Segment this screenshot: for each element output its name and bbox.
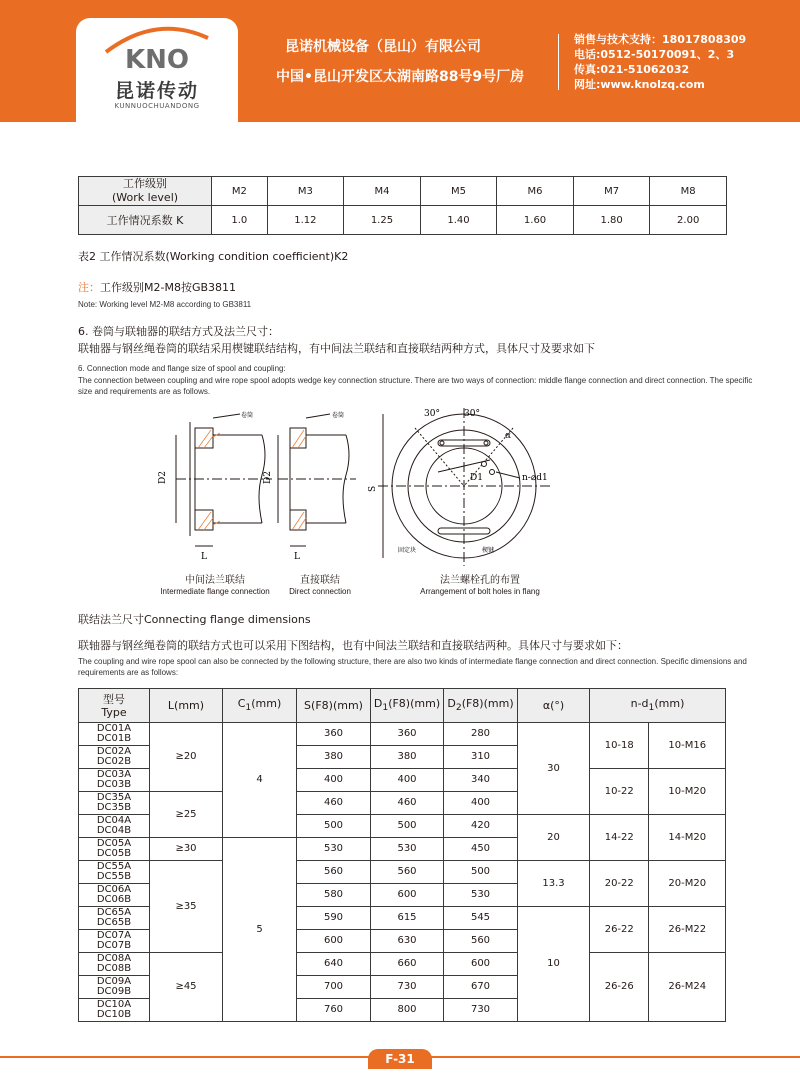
type-b: DC07B [96,940,132,951]
s-label: S [368,485,378,492]
coefficient-cell: 1.0 [212,206,268,235]
type-a: DC07A [96,930,132,941]
type-a: DC35A [96,792,132,803]
l-cell: ≥30 [150,838,223,861]
l-cell: ≥45 [150,953,223,1022]
section6-en-title: 6. Connection mode and flange size of spool and coupling: [78,364,286,373]
d1-cell: 630 [371,930,444,953]
s-cell: 400 [297,769,371,792]
caption-direct-en: Direct connection [289,587,351,596]
d1-cell: 380 [371,746,444,769]
d2-symbol: D [447,697,456,711]
alpha-label: α [505,431,512,441]
work-level-label: 工作级别 [123,177,167,190]
d1-cell: 600 [371,884,444,907]
type-a: DC08A [96,953,132,964]
type-header-en: Type [101,705,127,719]
d-cell: 26-M24 [649,953,726,1022]
l-header: L(mm) [150,689,223,723]
n-cell: 14-22 [590,815,649,861]
d2-cell: 500 [444,861,518,884]
d2-cell: 400 [444,792,518,815]
wedge-key-label: 楔键 [482,547,495,554]
fixed-block-label: 固定块 [398,547,417,554]
type-header-cn: 型号 [103,692,125,706]
type-b: DC35B [96,802,132,813]
d1-header [371,689,444,723]
d2-cell: 600 [444,953,518,976]
work-level-table [78,176,727,235]
table-row [79,861,726,884]
d2-cell: 450 [444,838,518,861]
n-cell: 20-22 [590,861,649,907]
level-cell: M3 [267,177,344,206]
contact-fax: 传真:021-51062032 [574,63,690,76]
d1-label: D1 [470,473,483,483]
type-cell [79,838,150,861]
d1-cell: 360 [371,723,444,746]
type-cell [79,930,150,953]
d2-label: D2 [263,471,273,484]
flange-dimension-table [78,688,726,1022]
coefficient-cell: 2.00 [650,206,727,235]
l-label: L [201,552,207,562]
caption-bolt: 法兰螺栓孔的布置 [440,575,520,586]
coefficient-cell: 1.40 [420,206,497,235]
bolt-hole-label: n-⌀d1 [522,473,548,483]
c1-subscript: 1 [245,702,252,714]
flange-body-en: The coupling and wire rope spool can also be connected by the following structure, there are also two kinds of intermediate flange connection and direct connection. Specific dimensions and [78,657,747,666]
c1-cell: 5 [223,838,297,1022]
type-a: DC09A [96,976,132,987]
s-cell: 600 [297,930,371,953]
d1-cell: 460 [371,792,444,815]
type-b: DC10B [96,1009,132,1020]
section6-body: 联轴器与钢丝绳卷筒的联结采用楔键联结结构，有中间法兰联结和直接联结两种方式，具体尺寸及要求如下 [78,342,595,355]
svg-text:KNO: KNO [124,45,190,75]
type-cell [79,953,150,976]
s-cell: 580 [297,884,371,907]
note-en: Note: Working level M2-M8 according to GB3811 [78,300,252,309]
coefficient-cell: 1.60 [497,206,574,235]
s-header: S(F8)(mm) [297,689,371,723]
d2-subscript: 2 [455,702,462,714]
d-cell: 10-M20 [649,769,726,815]
company-address: 中国•昆山开发区太湖南路88号9号厂房 [276,69,525,85]
level-cell: M2 [212,177,268,206]
alpha-cell: 20 [518,815,590,861]
type-a: DC04A [96,815,132,826]
type-cell [79,907,150,930]
d1-subscript: 1 [382,702,389,714]
work-level-header [79,177,212,206]
direct-connection-drawing [278,414,356,546]
note [78,279,236,295]
d1-cell: 660 [371,953,444,976]
d2-unit: (F8)(mm) [461,697,514,711]
level-cell: M4 [344,177,421,206]
s-cell: 360 [297,723,371,746]
d1-cell: 730 [371,976,444,999]
nd-symbol: n-d [630,697,649,711]
section6-en-body: size and requirements are as follows. [78,387,211,396]
d2-cell: 420 [444,815,518,838]
bolt-arrangement-drawing [378,408,550,566]
alpha-cell: 30 [518,723,590,815]
s-cell: 560 [297,861,371,884]
logo-mark [76,18,238,78]
section6-en-body: The connection between coupling and wire rope spool adopts wedge key connection structure. There are two ways of connection: middle flange connection and direct connection. The specific [78,376,753,385]
coefficient-cell: 1.12 [267,206,344,235]
company-name: 昆诺机械设备（昆山）有限公司 [285,39,481,55]
contact-sales: 销售与技术支持：18017808309 [574,33,747,46]
d2-cell: 670 [444,976,518,999]
d2-cell: 280 [444,723,518,746]
d2-cell: 560 [444,930,518,953]
level-cell: M5 [420,177,497,206]
type-cell [79,769,150,792]
c1-cell: 4 [223,723,297,838]
type-cell [79,723,150,746]
d-cell: 20-M20 [649,861,726,907]
caption-bolt-en: Arrangement of bolt holes in flang [420,587,540,596]
flange-body: 联轴器与钢丝绳卷筒的联结方式也可以采用下图结构，也有中间法兰联结和直接联结两种。具体尺寸与要求如下： [78,639,628,652]
s-cell: 530 [297,838,371,861]
type-a: DC03A [96,769,132,780]
n-cell: 26-22 [590,907,649,953]
l-cell: ≥20 [150,723,223,792]
contact-web: 网址:www.knolzq.com [574,78,705,91]
d1-cell: 800 [371,999,444,1022]
caption-intermediate: 中间法兰联结 [185,575,245,586]
d1-cell: 400 [371,769,444,792]
d1-symbol: D [373,697,383,711]
coefficient-header: 工作情况系数 K [79,206,212,235]
type-b: DC01B [96,733,132,744]
n-cell: 26-26 [590,953,649,1022]
type-a: DC65A [96,907,132,918]
c1-unit: (mm) [251,697,282,711]
d-cell: 10-M16 [649,723,726,769]
s-cell: 700 [297,976,371,999]
table-row [79,953,726,976]
d1-cell: 560 [371,861,444,884]
level-cell: M6 [497,177,574,206]
angle-label: 30° [464,409,480,419]
n-cell: 10-18 [590,723,649,769]
logo-pinyin: KUNNUOCHUANDONG [114,102,200,110]
connection-diagrams [0,400,800,580]
type-header [79,689,150,723]
type-b: DC55B [96,871,132,882]
d2-header [444,689,518,723]
alpha-header: α(°) [518,689,590,723]
type-b: DC09B [96,986,132,997]
type-b: DC05B [96,848,132,859]
type-cell [79,746,150,769]
l-cell: ≥35 [150,861,223,953]
section6-title: 6. 卷筒与联轴器的联结方式及法兰尺寸： [78,325,279,338]
l-label: L [294,552,300,562]
nd-unit: (mm) [654,697,685,711]
s-cell: 760 [297,999,371,1022]
d1-cell: 530 [371,838,444,861]
header-divider [558,34,559,90]
alpha-cell: 10 [518,907,590,1022]
table-row [79,206,727,235]
d2-cell: 730 [444,999,518,1022]
d2-cell: 545 [444,907,518,930]
table-row [79,723,726,746]
d-cell: 26-M22 [649,907,726,953]
s-cell: 590 [297,907,371,930]
type-cell [79,861,150,884]
type-a: DC10A [96,999,132,1010]
contact-phone: 电话:0512-50170091、2、3 [574,48,735,61]
caption-intermediate-en: Intermediate flange connection [160,587,270,596]
s-cell: 380 [297,746,371,769]
header-band [0,0,800,122]
type-a: DC01A [96,723,132,734]
flange-heading: 联结法兰尺寸Connecting flange dimensions [78,613,311,626]
d2-cell: 340 [444,769,518,792]
c1-header [223,689,297,723]
table-body [79,723,726,1022]
type-a: DC06A [96,884,132,895]
table-row [79,177,727,206]
page-number: F-31 [368,1049,432,1069]
d-cell: 14-M20 [649,815,726,861]
d2-cell: 530 [444,884,518,907]
type-cell [79,815,150,838]
n-cell: 10-22 [590,769,649,815]
type-a: DC05A [96,838,132,849]
d1-cell: 500 [371,815,444,838]
flange-body-en: requirements are as follows: [78,668,179,677]
type-cell [79,976,150,999]
type-b: DC04B [96,825,132,836]
d1-unit: (F8)(mm) [388,697,441,711]
nd-header [590,689,726,723]
level-cell: M8 [650,177,727,206]
type-b: DC06B [96,894,132,905]
type-b: DC03B [96,779,132,790]
nd-subscript: 1 [648,702,655,714]
l-cell: ≥25 [150,792,223,838]
alpha-cell: 13.3 [518,861,590,907]
type-b: DC08B [96,963,132,974]
type-cell [79,792,150,815]
type-b: DC02B [96,756,132,767]
type-cell [79,884,150,907]
type-b: DC65B [96,917,132,928]
logo-name: 昆诺传动 [114,80,199,102]
logo [76,18,238,122]
level-cell: M7 [573,177,650,206]
s-cell: 500 [297,815,371,838]
type-a: DC55A [96,861,132,872]
note-text: 工作级别M2-M8按GB3811 [100,281,237,294]
s-cell: 460 [297,792,371,815]
coefficient-cell: 1.25 [344,206,421,235]
angle-label: 30° [424,409,440,419]
direct-hatch [292,430,306,530]
type-cell [79,999,150,1022]
d2-cell: 310 [444,746,518,769]
caption-direct: 直接联结 [300,575,340,586]
c1-symbol: C [237,697,246,711]
table-header-row [79,689,726,723]
d2-label: D2 [158,471,168,484]
spool-label: 卷筒 [332,412,345,419]
note-prefix: 注： [78,281,100,294]
d1-cell: 615 [371,907,444,930]
coefficient-cell: 1.80 [573,206,650,235]
type-a: DC02A [96,746,132,757]
table1-caption: 表2 工作情况系数(Working condition coefficient)K2 [78,250,349,263]
work-level-label-en: (Work level) [111,191,179,204]
s-cell: 640 [297,953,371,976]
intermediate-flange-drawing [176,414,272,546]
spool-label: 卷筒 [241,412,254,419]
